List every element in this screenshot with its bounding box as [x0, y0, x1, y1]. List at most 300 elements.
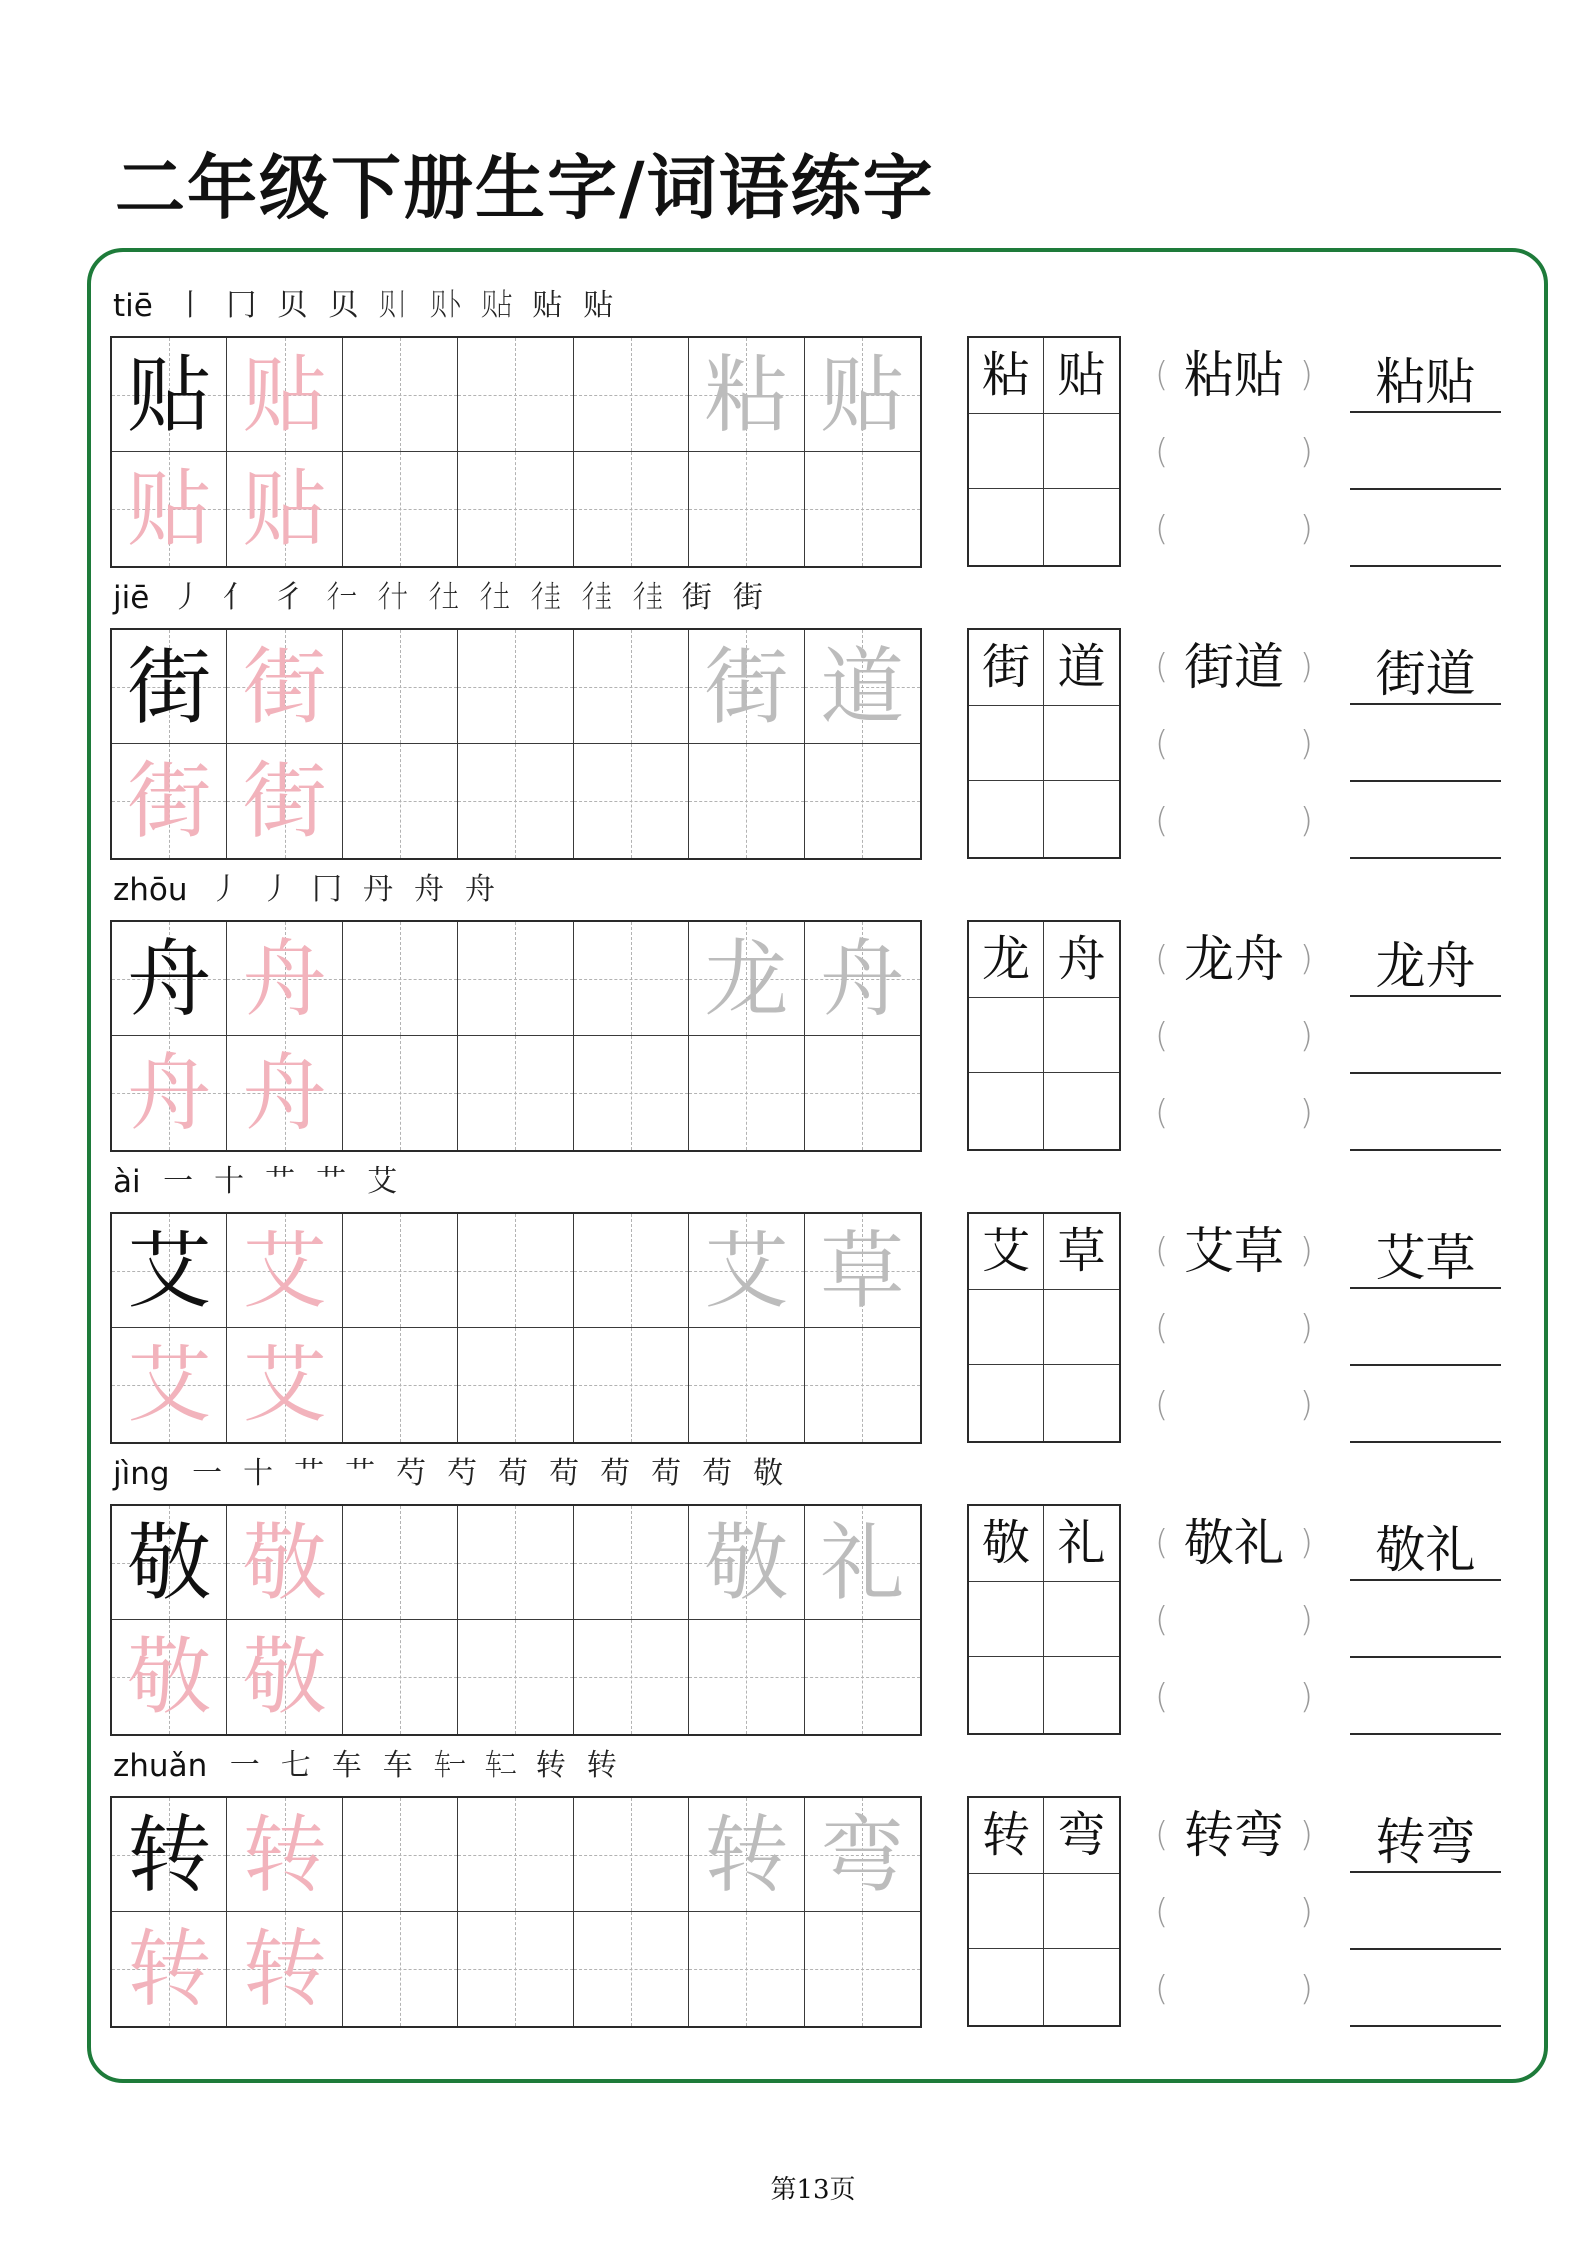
word-box-cell	[1044, 922, 1119, 998]
line-word: 转弯	[1375, 1813, 1476, 1871]
stroke-step	[590, 1452, 641, 1496]
word-box-cell	[969, 706, 1044, 782]
stroke-step-glyph: 彳圭	[579, 580, 610, 615]
pinyin-label: jiē	[113, 580, 150, 616]
word-box-character: 转	[981, 1807, 1030, 1864]
writing-line	[1350, 1950, 1501, 2027]
practice-cell	[227, 1620, 342, 1734]
parenthesis-row	[1155, 997, 1313, 1074]
word-box-character: 街	[981, 639, 1030, 696]
practice-cell	[689, 452, 804, 566]
model-character: 敬	[127, 1513, 212, 1612]
stroke-step-glyph: 艹	[265, 1164, 296, 1199]
stroke-order-row	[113, 1444, 794, 1504]
parenthesis-row	[1155, 1212, 1313, 1289]
writing-line	[1350, 1212, 1501, 1289]
pinyin-label: zhuǎn	[113, 1748, 208, 1784]
writing-line	[1350, 1658, 1501, 1735]
paren-open: (	[1155, 1522, 1169, 1563]
stroke-step	[314, 576, 365, 620]
word-box-cell	[1044, 781, 1119, 857]
stroke-step	[474, 1744, 525, 1788]
character-section	[0, 1736, 1588, 2028]
word-box-cell	[1044, 489, 1119, 565]
trace-character: 转	[127, 1920, 212, 2018]
stroke-step-glyph: 芍	[396, 1456, 427, 1491]
trace-character: 街	[242, 752, 327, 850]
stroke-step-glyph: 七	[280, 1748, 311, 1783]
stroke-step	[302, 868, 353, 912]
stroke-step	[318, 284, 369, 328]
stroke-step	[488, 1452, 539, 1496]
character-section	[0, 568, 1588, 860]
practice-cell	[574, 922, 689, 1036]
trace-character: 艾	[242, 1336, 327, 1434]
word-box-cell	[969, 1290, 1044, 1366]
practice-grid	[110, 1212, 922, 1444]
stroke-step	[722, 576, 773, 620]
stroke-step-glyph: 彳圭	[528, 580, 559, 615]
paren-open: (	[1155, 508, 1169, 549]
practice-cell	[805, 1506, 920, 1620]
practice-cell	[805, 744, 920, 858]
paren-open: (	[1155, 431, 1169, 472]
stroke-step	[357, 1160, 408, 1204]
word-box	[967, 1212, 1121, 1443]
parenthesis-row	[1155, 336, 1313, 413]
paren-word: 转弯	[1184, 1805, 1284, 1864]
practice-cell	[805, 630, 920, 744]
practice-cell	[343, 1214, 458, 1328]
practice-cell	[227, 452, 342, 566]
stroke-step-glyph: 车	[382, 1748, 413, 1783]
word-box-cell	[1044, 1290, 1119, 1366]
practice-cell	[689, 1506, 804, 1620]
line-word: 粘贴	[1375, 353, 1476, 411]
stroke-step-glyph: 彳土	[426, 580, 457, 615]
word-trace-character: 舟	[820, 929, 905, 1028]
stroke-step-glyph: 敬	[753, 1456, 784, 1491]
trace-character: 敬	[127, 1628, 212, 1726]
word-trace-character: 粘	[704, 345, 789, 444]
word-trace-character: 街	[704, 637, 789, 736]
paren-close: )	[1299, 1891, 1313, 1932]
paren-open: (	[1155, 1676, 1169, 1717]
stroke-step	[743, 1452, 794, 1496]
line-word: 龙舟	[1375, 937, 1476, 995]
word-trace-character: 草	[820, 1221, 905, 1320]
trace-character: 转	[242, 1805, 327, 1904]
stroke-step-glyph: 贴	[583, 288, 614, 323]
stroke-step	[182, 1452, 233, 1496]
stroke-step	[576, 1744, 627, 1788]
stroke-order-row	[113, 568, 773, 628]
stroke-step	[369, 284, 420, 328]
practice-cell	[689, 1214, 804, 1328]
paren-close: )	[1299, 1814, 1313, 1855]
model-character: 艾	[127, 1221, 212, 1320]
stroke-step-glyph: 转	[586, 1748, 617, 1783]
practice-cell	[689, 338, 804, 452]
stroke-step	[569, 576, 620, 620]
writing-line-column	[1350, 628, 1501, 859]
model-character: 舟	[127, 929, 212, 1028]
word-box-cell	[969, 489, 1044, 565]
paren-close: )	[1299, 800, 1313, 841]
pinyin-label: ài	[113, 1164, 141, 1200]
word-trace-character: 道	[820, 637, 905, 736]
paren-open: (	[1155, 1015, 1169, 1056]
practice-cell	[112, 630, 227, 744]
word-box-cell	[969, 922, 1044, 998]
paren-close: )	[1299, 1522, 1313, 1563]
stroke-step	[423, 1744, 474, 1788]
stroke-step-glyph: 贝卜	[430, 288, 461, 323]
stroke-step	[641, 1452, 692, 1496]
word-box-character: 舟	[1057, 931, 1106, 988]
paren-open: (	[1155, 723, 1169, 764]
practice-cell	[112, 922, 227, 1036]
word-box-character: 草	[1057, 1223, 1106, 1280]
stroke-step-glyph: 街	[681, 580, 712, 615]
writing-line	[1350, 1366, 1501, 1443]
stroke-step-glyph: 十	[214, 1164, 245, 1199]
word-trace-character: 龙	[704, 929, 789, 1028]
stroke-step	[525, 1744, 576, 1788]
paren-open: (	[1155, 1092, 1169, 1133]
parenthesis-row	[1155, 1074, 1313, 1151]
character-section	[0, 1444, 1588, 1736]
practice-cell	[689, 1620, 804, 1734]
stroke-step-glyph: 苟	[702, 1456, 733, 1491]
parenthesis-column	[1155, 628, 1313, 859]
word-box-character: 艾	[981, 1223, 1030, 1280]
page-title: 二年级下册生字/词语练字	[115, 146, 935, 229]
trace-character: 转	[242, 1920, 327, 2018]
paren-word: 艾草	[1184, 1221, 1284, 1280]
practice-cell	[227, 630, 342, 744]
practice-cell	[574, 452, 689, 566]
writing-line-column	[1350, 1504, 1501, 1735]
stroke-step-glyph: 亻	[222, 580, 253, 615]
paren-close: )	[1299, 1676, 1313, 1717]
paren-close: )	[1299, 1015, 1313, 1056]
practice-cell	[343, 1912, 458, 2026]
trace-character: 敬	[242, 1628, 327, 1726]
practice-cell	[458, 1328, 573, 1442]
character-section	[0, 276, 1588, 568]
word-box-character: 敬	[981, 1515, 1030, 1572]
practice-cell	[574, 1912, 689, 2026]
word-box-cell	[1044, 1874, 1119, 1950]
paren-open: (	[1155, 1307, 1169, 1348]
stroke-step-glyph: 艹	[345, 1456, 376, 1491]
practice-cell	[805, 922, 920, 1036]
word-box-cell	[1044, 1214, 1119, 1290]
trace-character: 贴	[242, 460, 327, 558]
paren-word: 粘贴	[1184, 345, 1284, 404]
word-trace-character: 弯	[820, 1805, 905, 1904]
paren-open: (	[1155, 1968, 1169, 2009]
word-box-character: 弯	[1057, 1807, 1106, 1864]
trace-character: 艾	[242, 1221, 327, 1320]
practice-cell	[458, 452, 573, 566]
line-word: 艾草	[1375, 1229, 1476, 1287]
model-character: 转	[127, 1805, 212, 1904]
stroke-step-glyph: 彳圭	[630, 580, 661, 615]
practice-cell	[574, 1328, 689, 1442]
practice-cell	[227, 1214, 342, 1328]
practice-cell	[227, 1328, 342, 1442]
page-number: 第13页	[770, 2175, 856, 2205]
stroke-step-glyph: 车	[331, 1748, 362, 1783]
stroke-step	[522, 284, 573, 328]
practice-cell	[689, 744, 804, 858]
word-box	[967, 1504, 1121, 1735]
practice-cell	[343, 1798, 458, 1912]
practice-cell	[574, 338, 689, 452]
trace-character: 贴	[242, 345, 327, 444]
stroke-step-glyph: 丿	[171, 580, 202, 615]
stroke-step	[270, 1744, 321, 1788]
practice-cell	[689, 1328, 804, 1442]
stroke-step-glyph: 彳十	[375, 580, 406, 615]
paren-word: 街道	[1184, 637, 1284, 696]
word-box-cell	[969, 1657, 1044, 1733]
word-box	[967, 336, 1121, 567]
stroke-step	[420, 284, 471, 328]
writing-line	[1350, 1074, 1501, 1151]
writing-line	[1350, 1289, 1501, 1366]
practice-cell	[805, 452, 920, 566]
stroke-step	[321, 1744, 372, 1788]
practice-grid	[110, 1796, 922, 2028]
practice-cell	[805, 1620, 920, 1734]
practice-cell	[574, 744, 689, 858]
stroke-step-glyph: 舟	[414, 872, 445, 907]
word-box-character: 粘	[981, 347, 1030, 404]
parenthesis-row	[1155, 1504, 1313, 1581]
stroke-step-glyph: 车二	[484, 1748, 515, 1783]
parenthesis-row	[1155, 1658, 1313, 1735]
practice-cell	[343, 1328, 458, 1442]
parenthesis-row	[1155, 1581, 1313, 1658]
word-box-cell	[969, 630, 1044, 706]
stroke-order-row	[113, 1736, 627, 1796]
stroke-step-glyph: 丹	[363, 872, 394, 907]
stroke-step-glyph: 苟	[498, 1456, 529, 1491]
stroke-step	[212, 576, 263, 620]
practice-cell	[227, 1036, 342, 1150]
practice-cell	[343, 452, 458, 566]
writing-line	[1350, 1504, 1501, 1581]
paren-close: )	[1299, 1230, 1313, 1271]
stroke-step	[161, 576, 212, 620]
practice-cell	[112, 1328, 227, 1442]
practice-cell	[343, 744, 458, 858]
writing-line	[1350, 490, 1501, 567]
practice-cell	[689, 1036, 804, 1150]
stroke-step	[671, 576, 722, 620]
stroke-step-glyph: 丨	[175, 288, 206, 323]
stroke-step	[165, 284, 216, 328]
word-box-cell	[1044, 338, 1119, 414]
stroke-step-glyph: 舟	[465, 872, 496, 907]
line-word: 街道	[1375, 645, 1476, 703]
paren-word: 龙舟	[1184, 929, 1284, 988]
practice-cell	[227, 1798, 342, 1912]
parenthesis-row	[1155, 1796, 1313, 1873]
paren-close: )	[1299, 1307, 1313, 1348]
stroke-step-glyph: 丿	[210, 872, 241, 907]
writing-line	[1350, 336, 1501, 413]
stroke-step	[518, 576, 569, 620]
practice-cell	[458, 922, 573, 1036]
practice-cell	[574, 1620, 689, 1734]
stroke-step	[365, 576, 416, 620]
stroke-step	[200, 868, 251, 912]
paren-open: (	[1155, 1384, 1169, 1425]
practice-cell	[227, 338, 342, 452]
stroke-step	[404, 868, 455, 912]
writing-line-column	[1350, 1796, 1501, 2027]
stroke-step	[386, 1452, 437, 1496]
word-trace-character: 贴	[820, 345, 905, 444]
parenthesis-row	[1155, 1366, 1313, 1443]
paren-close: )	[1299, 646, 1313, 687]
practice-cell	[805, 1912, 920, 2026]
stroke-step-glyph: 贝	[277, 288, 308, 323]
writing-line	[1350, 920, 1501, 997]
word-box-character: 贴	[1057, 347, 1106, 404]
writing-line	[1350, 1796, 1501, 1873]
trace-character: 街	[127, 752, 212, 850]
writing-line-column	[1350, 336, 1501, 567]
word-box-cell	[969, 1582, 1044, 1658]
stroke-step	[263, 576, 314, 620]
practice-cell	[574, 1214, 689, 1328]
practice-cell	[805, 1798, 920, 1912]
stroke-step	[539, 1452, 590, 1496]
stroke-step	[372, 1744, 423, 1788]
practice-grid	[110, 628, 922, 860]
pinyin-label: zhōu	[113, 872, 188, 908]
trace-character: 贴	[127, 460, 212, 558]
practice-cell	[227, 922, 342, 1036]
word-box-cell	[1044, 1582, 1119, 1658]
stroke-step-glyph: 苟	[600, 1456, 631, 1491]
stroke-step	[267, 284, 318, 328]
trace-character: 舟	[127, 1044, 212, 1142]
stroke-step	[335, 1452, 386, 1496]
paren-close: )	[1299, 1092, 1313, 1133]
practice-cell	[458, 744, 573, 858]
practice-cell	[112, 1620, 227, 1734]
stroke-step	[233, 1452, 284, 1496]
practice-cell	[805, 338, 920, 452]
writing-line-column	[1350, 920, 1501, 1151]
practice-cell	[343, 1620, 458, 1734]
word-box-character: 龙	[981, 931, 1030, 988]
parenthesis-column	[1155, 336, 1313, 567]
model-character: 贴	[127, 345, 212, 444]
word-box-cell	[969, 338, 1044, 414]
writing-line	[1350, 782, 1501, 859]
stroke-step-glyph: 贝丨	[379, 288, 410, 323]
word-trace-character: 礼	[820, 1513, 905, 1612]
stroke-step-glyph: 一	[229, 1748, 260, 1783]
writing-line	[1350, 705, 1501, 782]
paren-close: )	[1299, 1968, 1313, 2009]
practice-cell	[689, 1798, 804, 1912]
stroke-order-row	[113, 860, 506, 920]
parenthesis-row	[1155, 705, 1313, 782]
stroke-step	[437, 1452, 488, 1496]
pinyin-label: tiē	[113, 288, 153, 324]
stroke-step	[216, 284, 267, 328]
practice-cell	[689, 922, 804, 1036]
word-box-cell	[969, 1506, 1044, 1582]
stroke-step-glyph: 转	[535, 1748, 566, 1783]
parenthesis-row	[1155, 1873, 1313, 1950]
word-box-character: 礼	[1057, 1515, 1106, 1572]
stroke-step	[306, 1160, 357, 1204]
word-trace-character: 转	[704, 1805, 789, 1904]
stroke-step-glyph: 芍	[447, 1456, 478, 1491]
word-box-cell	[969, 414, 1044, 490]
stroke-step-glyph: 车一	[433, 1748, 464, 1783]
paren-open: (	[1155, 1891, 1169, 1932]
stroke-step-glyph: 冂	[312, 872, 343, 907]
paren-close: )	[1299, 1599, 1313, 1640]
practice-cell	[343, 630, 458, 744]
parenthesis-column	[1155, 920, 1313, 1151]
paren-close: )	[1299, 508, 1313, 549]
word-trace-character: 艾	[704, 1221, 789, 1320]
writing-line	[1350, 1581, 1501, 1658]
practice-cell	[458, 1036, 573, 1150]
stroke-step	[251, 868, 302, 912]
stroke-step	[284, 1452, 335, 1496]
word-box-cell	[1044, 1506, 1119, 1582]
trace-character: 街	[242, 637, 327, 736]
stroke-step	[471, 284, 522, 328]
practice-cell	[458, 1214, 573, 1328]
writing-line	[1350, 628, 1501, 705]
stroke-step	[573, 284, 624, 328]
paren-close: )	[1299, 938, 1313, 979]
word-box-cell	[1044, 1949, 1119, 2025]
practice-cell	[112, 1912, 227, 2026]
stroke-step-glyph: 街	[732, 580, 763, 615]
practice-cell	[458, 338, 573, 452]
parenthesis-row	[1155, 1289, 1313, 1366]
stroke-step	[620, 576, 671, 620]
stroke-step	[255, 1160, 306, 1204]
stroke-step	[467, 576, 518, 620]
line-word: 敬礼	[1375, 1521, 1476, 1579]
word-box-cell	[969, 1073, 1044, 1149]
paren-open: (	[1155, 646, 1169, 687]
stroke-step	[353, 868, 404, 912]
practice-cell	[458, 1506, 573, 1620]
practice-cell	[574, 1036, 689, 1150]
stroke-step	[204, 1160, 255, 1204]
practice-cell	[112, 744, 227, 858]
practice-cell	[458, 1620, 573, 1734]
stroke-step-glyph: 一	[163, 1164, 194, 1199]
word-box-cell	[969, 1365, 1044, 1441]
